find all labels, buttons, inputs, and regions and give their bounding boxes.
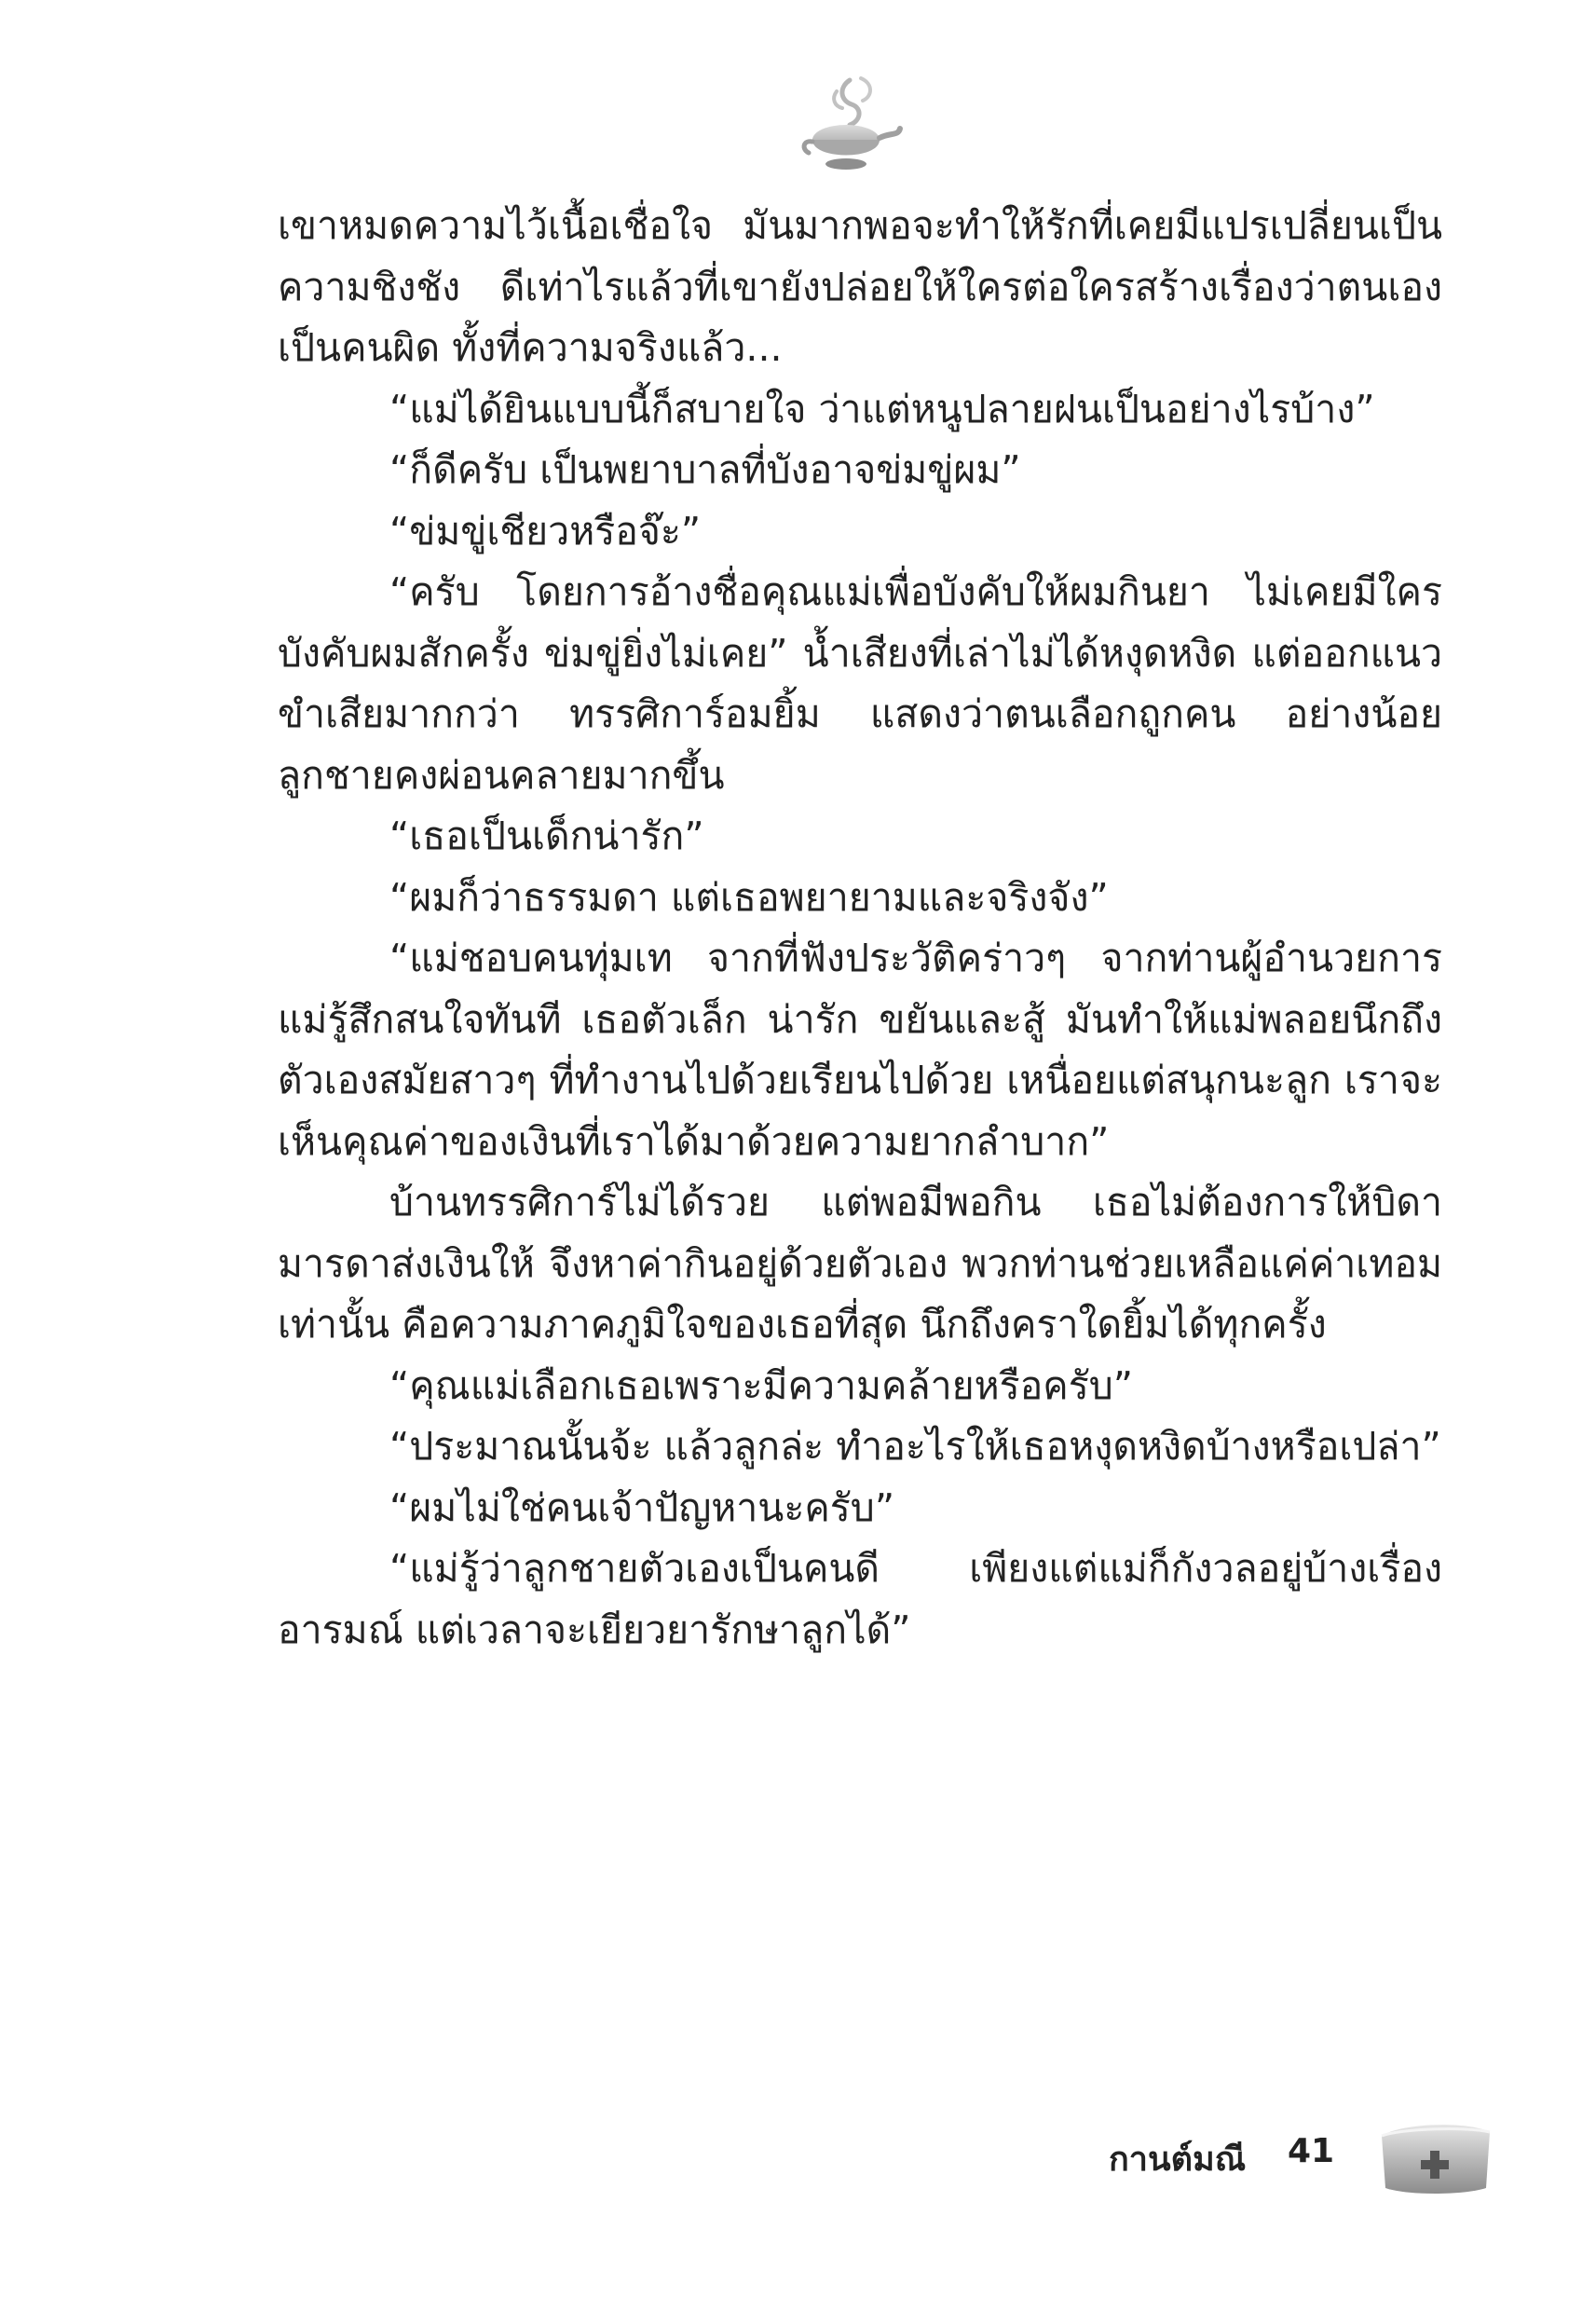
paragraph: “ผมไม่ใช่คนเจ้าปัญหานะครับ” [389,1484,895,1530]
paragraph: “แม่ชอบคนทุ่มเท จากที่ฟังประวัติคร่าวๆ จากท่านผู้อำนวยการแม่รู้สึกสนใจทันที เธอตัวเล็ก น่ารัก ขยันและสู้ มันทำให้แม่พลอยนึกถึงตัวเองสมัยสาวๆ ที่ทำงานไปด้วยเรียนไปด้วย เหนื่อยแต่สนุกนะลูก เราจะเห็นคุณค่าของเงินที่เราได้มาด้วยความยากลำบาก” [278,936,1442,1164]
paragraph: เขาหมดความไว้เนื้อเชื่อใจ มันมากพอจะทำให้รักที่เคยมีแปรเปลี่ยนเป็นความชิงชัง ดีเท่าไรแล้วที่เขายังปล่อยให้ใครต่อใครสร้างเรื่องว่าตนเองเป็นคนผิด ทั้งที่ความจริงแล้ว... [278,203,1442,370]
paragraph: “แม่รู้ว่าลูกชายตัวเองเป็นคนดี เพียงแต่แม่ก็กังวลอยู่บ้างเรื่องอารมณ์ แต่เวลาจะเยียวยารักษาลูกได้” [278,1546,1442,1652]
body-text [278,196,1442,1661]
paragraph: “แม่ได้ยินแบบนี้ก็สบายใจ ว่าแต่หนูปลายฝนเป็นอย่างไรบ้าง” [389,386,1375,431]
paragraph: “เธอเป็นเด็กน่ารัก” [389,814,704,858]
paragraph: “ครับ โดยการอ้างชื่อคุณแม่เพื่อบังคับให้ผมกินยา ไม่เคยมีใครบังคับผมสักครั้ง ข่มขู่ยิ่งไม่เคย” น้ำเสียงที่เล่าไม่ได้หงุดหงิด แต่ออกแนวขำเสียมากกว่า ทรรศิการ์อมยิ้ม แสดงว่าตนเลือกถูกคน อย่างน้อยลูกชายคงผ่อนคลายมากขึ้น [278,569,1442,798]
page-number: 41 [1288,2132,1335,2170]
lamp-ornament-icon [794,71,906,183]
paragraph: บ้านทรรศิการ์ไม่ได้รวย แต่พอมีพอกิน เธอไม่ต้องการให้บิดามารดาส่งเงินให้ จึงหาค่ากินอยู่ด้วยตัวเอง พวกท่านช่วยเหลือแค่ค่าเทอมเท่านั้น คือความภาคภูมิใจของเธอที่สุด นึกถึงคราใดยิ้มได้ทุกครั้ง [278,1180,1442,1347]
nurse-cap-cross-icon [1374,2115,1495,2199]
paragraph: “ก็ดีครับ เป็นพยาบาลที่บังอาจข่มขู่ผม” [389,447,1021,492]
book-title: กานต์มณี [1109,2140,1247,2179]
paragraph: “ประมาณนั้นจ้ะ แล้วลูกล่ะ ทำอะไรให้เธอหงุดหงิดบ้างหรือเปล่า” [389,1424,1441,1469]
paragraph: “ข่มขู่เชียวหรือจ๊ะ” [389,508,702,554]
paragraph: “คุณแม่เลือกเธอเพราะมีความคล้ายหรือครับ” [389,1362,1134,1408]
page-footer [1109,2115,1500,2199]
paragraph: “ผมก็ว่าธรรมดา แต่เธอพยายามและจริงจัง” [389,874,1109,920]
